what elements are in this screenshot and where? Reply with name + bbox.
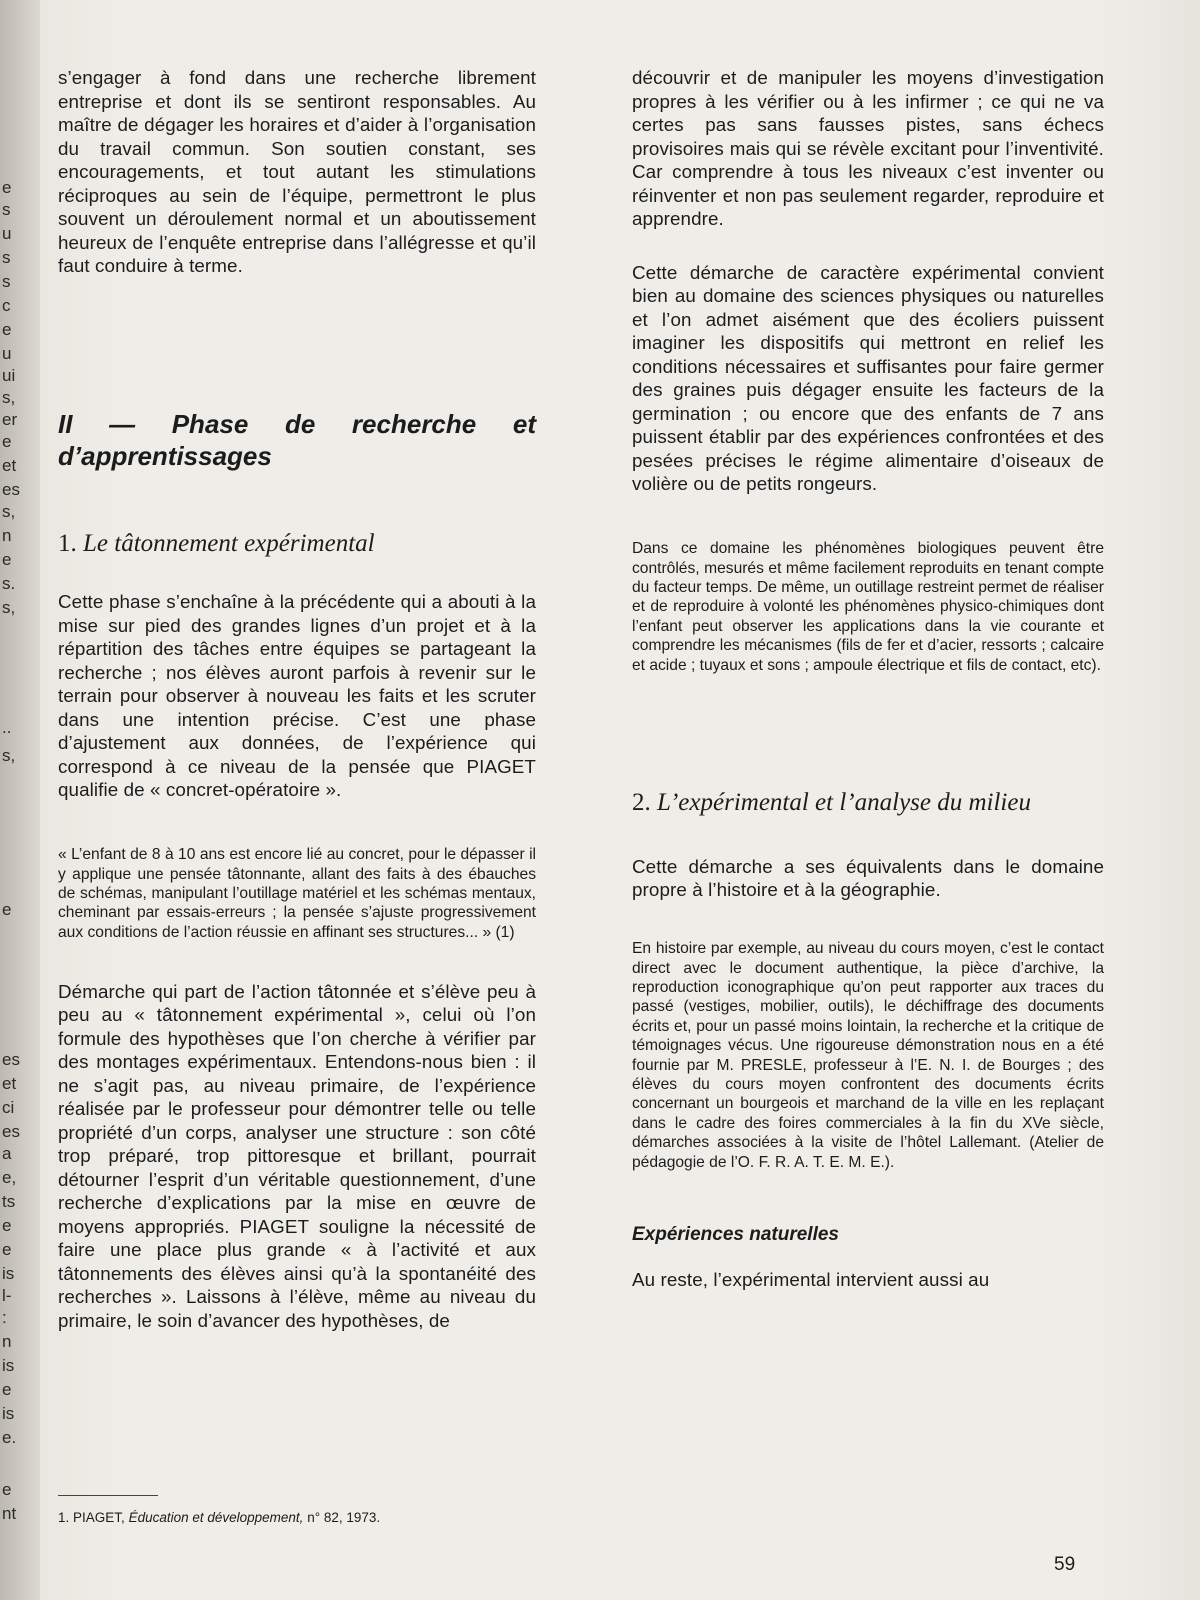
paragraph-decouvrir: découvrir et de manipuler les moyens d’investigation propres à les vérifier ou à les infirmer ; ce qui ne va certes pas sans fausses pistes, sans échecs provisoires mais qui se révèle excitant pour l’inventivité. Car comprendre à tous les niveaux c’est inventer ou réinventer et non pas seulement regarder, reproduire et apprendre. — [632, 67, 1104, 229]
paragraph-histoire-exemple: En histoire par exemple, au niveau du cours moyen, c’est le contact direct avec le document authentique, la pièce d’archive, la reproduction iconographique qu’on peut rapporter aux traces du passé (vestiges, mobilier, outils), le déchiffrage des documents écrits et, pour un passé moins lointain, la recherche et la critique de témoignages vécus. Une rigoureuse démonstration nous en a été fournie par M. PRESLE, professeur à l’E. N. I. de Bourges ; des élèves du cours moyen confrontent des documents écrits concernant un bourgeois et marchand de la ville en les replaçant dans le cadre des foires commerciales à la fin du XVe siècle, démarches associées à la visite de l’hôtel Lallemant. (Atelier de pédagogie de l’O. F. R. A. T. E. M. E.). — [632, 940, 1104, 1171]
margin-fragment: et — [2, 1074, 17, 1093]
margin-fragment: e — [2, 320, 12, 339]
margin-fragment: s — [2, 272, 11, 291]
subsection-title-2: L’expérimental et l’analyse du milieu — [657, 788, 1031, 816]
subsection-heading-1 — [58, 528, 536, 560]
margin-fragment: e — [2, 1480, 12, 1499]
left-column — [58, 66, 536, 1332]
footnote-author: PIAGET, — [73, 1510, 125, 1525]
margin-fragment: .. — [2, 718, 12, 737]
heading-experiences-naturelles: Expériences naturelles — [632, 1223, 839, 1245]
right-column — [632, 66, 1104, 1291]
paragraph-histoire-geo: Cette démarche a ses équivalents dans le domaine propre à l’histoire et à la géographie. — [632, 855, 1104, 901]
margin-fragment: ts — [2, 1192, 16, 1211]
paragraph-sciences: Cette démarche de caractère expérimental convient bien au domaine des sciences physiques ou naturelles et l’on admet aisément que des écoliers puissent imaginer les dispositifs qui mettront en relief les conditions nécessaires et suffisantes pour faire germer des graines puis dégager ensuite les facteurs de la germination ; ou encore que des enfants de 7 ans puissent établir par des expériences confrontées et des pesées précises le régime alimentaire d’oiseaux de volière ou de petits rongeurs. — [632, 261, 1104, 494]
subsection-number-2: 2. — [632, 788, 651, 816]
subsection-number: 1. — [58, 530, 77, 557]
margin-fragment: ci — [2, 1098, 15, 1117]
piaget-quote: « L’enfant de 8 à 10 ans est encore lié au concret, pour le dépasser il y applique une pensée tâtonnante, allant des faits à des ébauches de schémas, manipulant l’outillage matériel et les schémas mentaux, cheminant par essais-erreurs ; la pensée s’ajuste progressivement aux conditions de l’action réussie en affinant ses structures... » (1) — [58, 846, 536, 941]
footnote — [58, 1510, 380, 1525]
section-heading: II — Phase de recherche et d’apprentissages — [58, 409, 536, 471]
margin-fragment: s, — [2, 388, 16, 407]
margin-fragment: u — [2, 224, 12, 243]
margin-fragment: u — [2, 344, 12, 363]
margin-fragment: : — [2, 1308, 7, 1327]
margin-fragment: s, — [2, 746, 16, 765]
margin-fragment: s. — [2, 574, 16, 593]
margin-fragment: is — [2, 1404, 15, 1423]
margin-fragment: s, — [2, 598, 16, 617]
margin-fragment: s — [2, 248, 11, 267]
margin-fragment: ui — [2, 366, 16, 385]
previous-page-margin — [0, 0, 40, 1600]
paragraph-biologie: Dans ce domaine les phénomènes biologiques peuvent être contrôlés, mesurés et même facilement reproduits en tenant compte du facteur temps. De même, un outillage restreint permet de réaliser et de reproduire à volonté les phénomènes physico-chimiques dont l’enfant peut observer les applications dans la vie courante et comprendre les mécanismes (fils de fer et d’acier, ressorts ; calcaire et acide ; tuyaux et sons ; ampoule électrique et fils de contact, etc). — [632, 540, 1104, 674]
margin-fragment: a — [2, 1144, 12, 1163]
footnote-work: Éducation et développement, — [128, 1510, 304, 1525]
subsection-heading-2 — [632, 787, 1104, 819]
margin-fragment: e — [2, 900, 12, 919]
margin-fragment: l- — [2, 1286, 12, 1305]
paragraph-au-reste: Au reste, l’expérimental intervient aussi au — [632, 1268, 990, 1290]
margin-fragment: er — [2, 410, 18, 429]
margin-fragment: et — [2, 456, 17, 475]
paragraph-tatonnement: Cette phase s’enchaîne à la précédente qui a abouti à la mise sur pied des grandes lignes d’un projet et à la répartition des tâches entre équipes se partageant la recherche ; nos élèves auront parfois à revenir sur le terrain pour observer à nouveau les faits et les scruter dans une intention précise. C’est une phase d’ajustement aux données, de l’expérience qui correspond à ce niveau de la pensée que PIAGET qualifie de « concret-opératoire ». — [58, 591, 536, 800]
footnote-number: 1. — [58, 1510, 70, 1525]
margin-fragment: es — [2, 480, 20, 499]
margin-fragment: e — [2, 550, 12, 569]
margin-fragment: e, — [2, 1168, 17, 1187]
margin-fragment: e — [2, 1380, 12, 1399]
margin-fragment: n — [2, 1332, 12, 1351]
margin-fragment: s, — [2, 502, 16, 521]
margin-fragment: s — [2, 200, 11, 219]
margin-fragment: es — [2, 1122, 20, 1141]
margin-fragment: nt — [2, 1504, 17, 1523]
margin-fragment: es — [2, 1050, 20, 1069]
margin-fragment: e — [2, 1216, 12, 1235]
margin-fragment: e — [2, 432, 12, 451]
intro-paragraph: s’engager à fond dans une recherche librement entreprise et dont ils se sentiront responsables. Au maître de dégager les horaires et d’aider à l’organisation du travail commun. Son soutien constant, ses encouragements, et tout autant les stimulations réciproques au sein de l’équipe, permettront le plus souvent un déroulement normal et un aboutissement heureux de l’enquête entreprise dans l’allégresse et qu’il faut conduire à terme. — [58, 67, 536, 276]
margin-fragment: c — [2, 296, 11, 315]
margin-fragment: n — [2, 526, 12, 545]
footnote-rest: n° 82, 1973. — [307, 1510, 381, 1525]
subsection-title: Le tâtonnement expérimental — [83, 530, 375, 557]
margin-fragment: is — [2, 1356, 15, 1375]
margin-fragment: is — [2, 1264, 15, 1283]
margin-fragment: e — [2, 178, 12, 197]
margin-fragment: e. — [2, 1428, 17, 1447]
margin-fragment: e — [2, 1240, 12, 1259]
page-number: 59 — [1054, 1554, 1076, 1575]
footnote-rule — [58, 1495, 158, 1496]
paragraph-demarche: Démarche qui part de l’action tâtonnée et s’élève peu à peu au « tâtonnement expérimental », celui où l’on formule des hypothèses que l’on cherche à vérifier par des montages expérimentaux. Entendons-nous bien : il ne s’agit pas, au niveau primaire, de l’expérience réalisée par le professeur pour démontrer telle ou telle propriété d’un corps, analyser une structure : son côté trop préparé, trop pittoresque et brillant, pourrait détourner l’esprit d’un véritable questionnement, d’une recherche d’explications par la mise en œuvre de moyens appropriés. PIAGET souligne la nécessité de faire une place plus grande « à l’activité et aux tâtonnements des élèves ainsi qu’à la spontanéité des recherches ». Laissons à l’élève, même au niveau du primaire, le soin d’avancer des hypothèses, de — [58, 980, 536, 1331]
